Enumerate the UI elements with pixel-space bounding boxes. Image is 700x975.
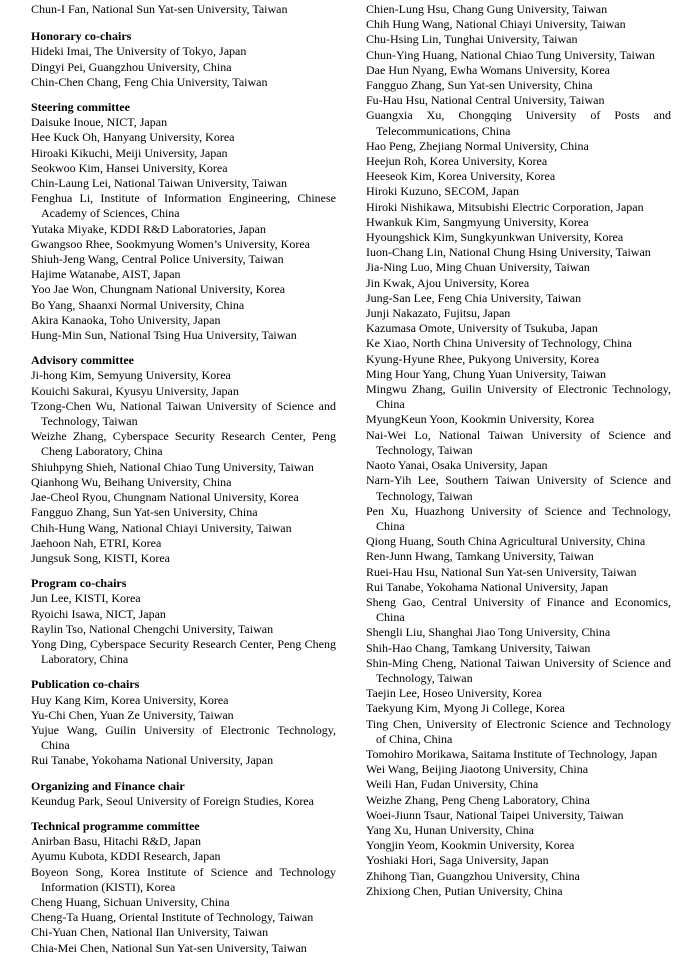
member-entry: Weizhe Zhang, Cyberspace Security Research Center, Peng Cheng Laboratory, China: [31, 429, 336, 459]
member-entry: Narn-Yih Lee, Southern Taiwan University of Science and Technology, Taiwan: [366, 473, 671, 503]
member-entry: Chia-Mei Chen, National Sun Yat-sen University, Taiwan: [31, 940, 307, 955]
section-continued: [366, 2, 671, 899]
member-entry: Hung-Min Sun, National Tsing Hua University, Taiwan: [31, 328, 297, 343]
member-entry: Guangxia Xu, Chongqing University of Posts and Telecommunications, China: [366, 108, 671, 138]
member-list: [31, 2, 336, 17]
section-heading: Program co-chairs: [31, 576, 127, 591]
member-entry: Taekyung Kim, Myong Ji College, Korea: [366, 701, 565, 716]
section-heading: Technical programme committee: [31, 818, 200, 833]
member-entry: Hiroaki Kikuchi, Meiji University, Japan: [31, 145, 228, 160]
section-heading: Steering committee: [31, 100, 130, 115]
member-entry: Shiuh-Jeng Wang, Central Police University, Taiwan: [31, 252, 284, 267]
section-heading: Advisory committee: [31, 353, 134, 368]
member-list: [31, 834, 336, 956]
member-entry: Yongjin Yeom, Kookmin University, Korea: [366, 838, 575, 853]
member-entry: Ming Hour Yang, Chung Yuan University, Taiwan: [366, 366, 607, 381]
member-entry: Shin-Ming Cheng, National Taiwan University of Science and Technology, Taiwan: [366, 655, 671, 685]
member-entry: Rui Tanabe, Yokohama National University, Japan: [31, 753, 274, 768]
member-entry: Yu-Chi Chen, Yuan Ze University, Taiwan: [31, 707, 234, 722]
member-entry: Shengli Liu, Shanghai Jiao Tong University, China: [366, 625, 611, 640]
member-entry: Heeseok Kim, Korea University, Korea: [366, 169, 556, 184]
member-entry: Shih-Hao Chang, Tamkang University, Taiwan: [366, 640, 591, 655]
member-entry: Hajime Watanabe, AIST, Japan: [31, 267, 181, 282]
member-entry: Chih Hung Wang, National Chiayi University, Taiwan: [366, 17, 626, 32]
section-heading: Organizing and Finance chair: [31, 778, 185, 793]
member-entry: Ryoichi Isawa, NICT, Japan: [31, 606, 166, 621]
section-steering-committee: [31, 100, 336, 343]
member-entry: Anirban Basu, Hitachi R&D, Japan: [31, 834, 201, 849]
member-entry: Weili Han, Fudan University, China: [366, 777, 539, 792]
member-list: [31, 591, 336, 667]
member-entry: Hiroki Nishikawa, Mitsubishi Electric Corporation, Japan: [366, 199, 644, 214]
member-entry: Chi-Yuan Chen, National Ilan University, Taiwan: [31, 925, 269, 940]
member-entry: Gwangsoo Rhee, Sookmyung Women’s University, Korea: [31, 236, 310, 251]
section-heading: Publication co-chairs: [31, 677, 140, 692]
member-entry: Ren-Junn Hwang, Tamkang University, Taiwan: [366, 549, 594, 564]
member-entry: Dae Hun Nyang, Ewha Womans University, Korea: [366, 62, 610, 77]
member-entry: Jin Kwak, Ajou University, Korea: [366, 275, 530, 290]
member-entry: Jung-San Lee, Feng Chia University, Taiwan: [366, 290, 582, 305]
member-entry: Jae-Cheol Ryou, Chungnam National University, Korea: [31, 490, 299, 505]
member-entry: Cheng-Ta Huang, Oriental Institute of Technology, Taiwan: [31, 910, 314, 925]
member-list: [31, 44, 336, 90]
member-entry: Qianhong Wu, Beihang University, China: [31, 474, 232, 489]
member-entry: Jungsuk Song, KISTI, Korea: [31, 550, 170, 565]
section-technical-programme-committee: [31, 819, 336, 956]
member-entry: Yutaka Miyake, KDDI R&D Laboratories, Japan: [31, 221, 266, 236]
member-entry: Chun-I Fan, National Sun Yat-sen University, Taiwan: [31, 2, 288, 16]
member-entry: Chien-Lung Hsu, Chang Gung University, Taiwan: [366, 2, 608, 16]
right-column: [366, 2, 671, 911]
member-entry: Qiong Huang, South China Agricultural University, China: [366, 534, 646, 549]
member-entry: Seokwoo Kim, Hansei University, Korea: [31, 160, 228, 175]
section-program-co-chairs: [31, 576, 336, 667]
member-entry: Raylin Tso, National Chengchi University, Taiwan: [31, 621, 274, 636]
member-entry: Ayumu Kubota, KDDI Research, Japan: [31, 849, 221, 864]
member-entry: Hao Peng, Zhejiang Normal University, China: [366, 138, 589, 153]
member-entry: Chin-Chen Chang, Feng Chia University, Taiwan: [31, 74, 268, 89]
member-entry: Hideki Imai, The University of Tokyo, Japan: [31, 44, 247, 59]
member-entry: Fenghua Li, Institute of Information Engineering, Chinese Academy of Sciences, China: [31, 191, 336, 221]
member-entry: Dingyi Pei, Guangzhou University, China: [31, 59, 232, 74]
section-honorary-co-chairs: [31, 29, 336, 90]
member-entry: Akira Kanaoka, Toho University, Japan: [31, 312, 221, 327]
member-entry: Tomohiro Morikawa, Saitama Institute of Technology, Japan: [366, 746, 658, 761]
member-entry: Fangguo Zhang, Sun Yat-sen University, China: [31, 505, 258, 520]
member-entry: Chih-Hung Wang, National Chiayi University, Taiwan: [31, 520, 292, 535]
member-entry: Kouichi Sakurai, Kyusyu University, Japan: [31, 383, 239, 398]
member-entry: Kyung-Hyune Rhee, Pukyong University, Korea: [366, 351, 600, 366]
member-entry: Bo Yang, Shaanxi Normal University, China: [31, 297, 245, 312]
section-heading: Honorary co-chairs: [31, 29, 132, 44]
member-entry: Boyeon Song, Korea Institute of Science and Technology Information (KISTI), Korea: [31, 864, 336, 894]
member-entry: MyungKeun Yoon, Kookmin University, Korea: [366, 412, 595, 427]
section-advisory-committee: [31, 353, 336, 566]
section-publication-co-chairs: [31, 677, 336, 768]
member-entry: Jaehoon Nah, ETRI, Korea: [31, 535, 162, 550]
member-entry: Daisuke Inoue, NICT, Japan: [31, 115, 168, 130]
member-entry: Mingwu Zhang, Guilin University of Electronic Technology, China: [366, 382, 671, 412]
member-entry: Kazumasa Omote, University of Tsukuba, Japan: [366, 321, 598, 336]
member-entry: Wei Wang, Beijing Jiaotong University, China: [366, 762, 589, 777]
member-entry: Sheng Gao, Central University of Finance and Economics, China: [366, 594, 671, 625]
member-entry: Yoshiaki Hori, Saga University, Japan: [366, 853, 549, 868]
member-entry: Yujue Wang, Guilin University of Electronic Technology, China: [31, 722, 336, 753]
member-entry: Ke Xiao, North China University of Technology, China: [366, 336, 632, 351]
member-entry: Naoto Yanai, Osaka University, Japan: [366, 458, 548, 473]
left-column: [31, 2, 336, 966]
member-entry: Keundug Park, Seoul University of Foreign Studies, Korea: [31, 793, 314, 808]
member-entry: Jun Lee, KISTI, Korea: [31, 591, 141, 606]
member-entry: Jia-Ning Luo, Ming Chuan University, Taiwan: [366, 260, 590, 275]
member-entry: Hiroki Kuzuno, SECOM, Japan: [366, 184, 519, 199]
member-entry: Yong Ding, Cyberspace Security Research Center, Peng Cheng Laboratory, China: [31, 636, 336, 667]
member-entry: Taejin Lee, Hoseo University, Korea: [366, 686, 542, 701]
member-list: [31, 368, 336, 566]
member-entry: Yoo Jae Won, Chungnam National University, Korea: [31, 282, 286, 297]
member-entry: Pen Xu, Huazhong University of Science and Technology, China: [366, 503, 671, 533]
member-entry: Hwankuk Kim, Sangmyung University, Korea: [366, 214, 589, 229]
member-entry: Zhixiong Chen, Putian University, China: [366, 883, 563, 898]
member-entry: Cheng Huang, Sichuan University, China: [31, 894, 230, 909]
member-entry: Woei-Jiunn Tsaur, National Taipei University, Taiwan: [366, 807, 624, 822]
member-entry: Huy Kang Kim, Korea University, Korea: [31, 692, 229, 707]
member-entry: Zhihong Tian, Guangzhou University, China: [366, 868, 580, 883]
member-entry: Ji-hong Kim, Semyung University, Korea: [31, 368, 231, 383]
member-entry: Iuon-Chang Lin, National Chung Hsing University, Taiwan: [366, 245, 651, 260]
member-entry: Chin-Laung Lei, National Taiwan University, Taiwan: [31, 176, 288, 191]
member-entry: Heejun Roh, Korea University, Korea: [366, 154, 548, 169]
member-entry: Fangguo Zhang, Sun Yat-sen University, China: [366, 78, 593, 93]
member-list: [31, 693, 336, 769]
section-continued: [31, 2, 336, 17]
member-entry: Hee Kuck Oh, Hanyang University, Korea: [31, 130, 235, 145]
member-entry: Ting Chen, University of Electronic Science and Technology of China, China: [366, 716, 671, 746]
member-entry: Chu-Hsing Lin, Tunghai University, Taiwan: [366, 32, 578, 47]
member-entry: Shiuhpyng Shieh, National Chiao Tung University, Taiwan: [31, 459, 314, 474]
member-entry: Junji Nakazato, Fujitsu, Japan: [366, 306, 511, 321]
member-entry: Weizhe Zhang, Peng Cheng Laboratory, China: [366, 792, 590, 807]
member-entry: Yang Xu, Hunan University, China: [366, 822, 534, 837]
member-entry: Fu-Hau Hsu, National Central University, Taiwan: [366, 93, 605, 108]
member-entry: Ruei-Hau Hsu, National Sun Yat-sen University, Taiwan: [366, 564, 637, 579]
member-list: [366, 2, 671, 899]
section-organizing-and-finance-chair: [31, 779, 336, 809]
member-entry: Nai-Wei Lo, National Taiwan University of Science and Technology, Taiwan: [366, 427, 671, 457]
member-entry: Rui Tanabe, Yokohama National University, Japan: [366, 579, 609, 594]
member-entry: Chun-Ying Huang, National Chiao Tung University, Taiwan: [366, 47, 655, 62]
member-entry: Hyoungshick Kim, Sungkyunkwan University, Korea: [366, 230, 624, 245]
member-list: [31, 794, 336, 809]
member-list: [31, 115, 336, 343]
member-entry: Tzong-Chen Wu, National Taiwan University of Science and Technology, Taiwan: [31, 398, 336, 429]
